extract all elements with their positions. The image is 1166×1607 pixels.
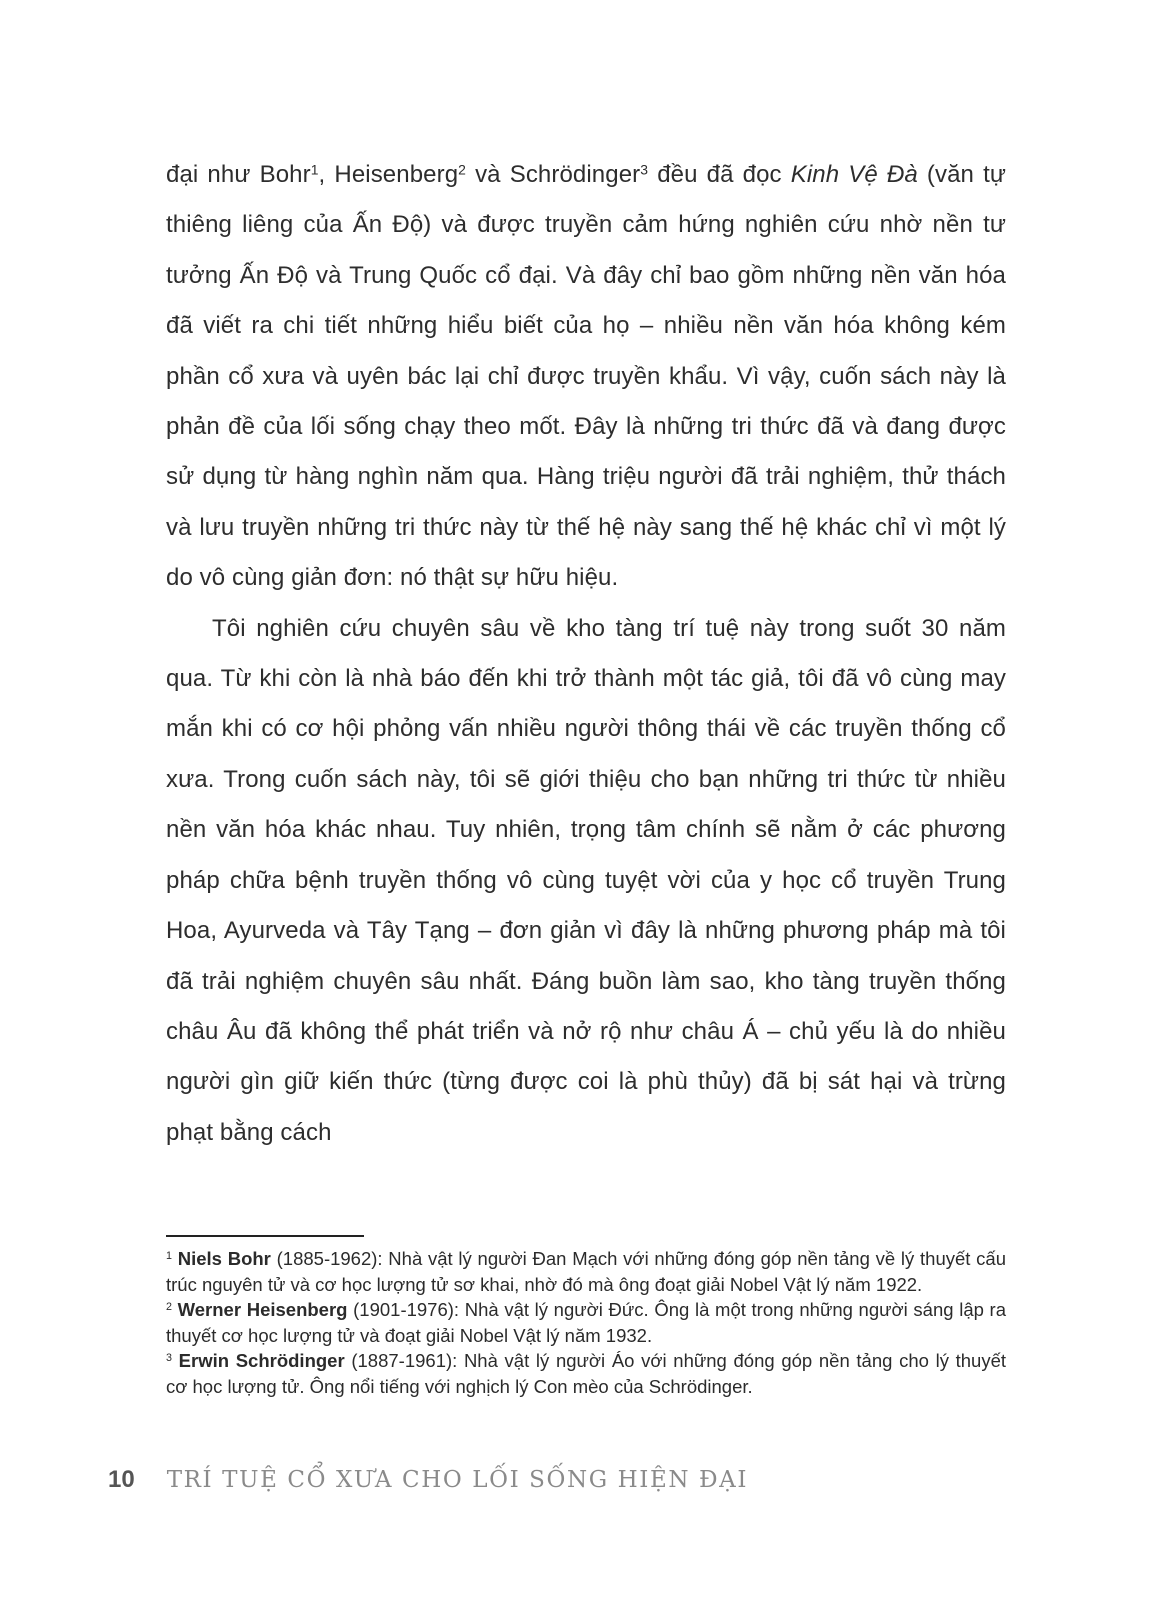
text-segment: đều đã đọc bbox=[648, 161, 791, 188]
text-segment: (văn tự thiêng liêng của Ấn Độ) và được truyền cảm hứng nghiên cứu nhờ nền tư tưởng Ấn Độ và Trung Quốc cổ đại. Và đây chỉ bao gồm những nền văn hóa đã viết ra chi tiết những hiểu biết của họ – nhiều nền văn hóa không kém phần cổ xưa và uyên bác lại chỉ được truyền khẩu. Vì vậy, cuốn sách này là phản đề của lối sống chạy theo mốt. Đây là những tri thức đã và đang được sử dụng từ hàng nghìn năm qua. Hàng triệu người đã trải nghiệm, thử thách và lưu truyền những tri thức này từ thế hệ này sang thế hệ khác chỉ vì một lý do vô cùng giản đơn: nó thật sự hữu hiệu. bbox=[166, 161, 1007, 592]
footnote-2 bbox=[166, 1297, 1006, 1348]
footnotes bbox=[166, 1246, 1006, 1399]
text-segment: đại như Bohr bbox=[166, 161, 311, 188]
footnote-marker: 1 bbox=[166, 1250, 172, 1263]
footnote-person-name: Werner Heisenberg bbox=[177, 1299, 348, 1320]
footnote-1 bbox=[166, 1246, 1006, 1297]
footnote-person-name: Erwin Schrödinger bbox=[178, 1350, 345, 1371]
body-text bbox=[166, 150, 1006, 1158]
italic-book-title: Kinh Vệ Đà bbox=[790, 161, 918, 188]
page-number: 10 bbox=[108, 1466, 135, 1493]
footnote-3 bbox=[166, 1348, 1006, 1399]
running-title: TRÍ TUỆ CỔ XƯA CHO LỐI SỐNG HIỆN ĐẠI bbox=[166, 1467, 749, 1493]
footnote-marker: 3 bbox=[166, 1352, 172, 1365]
footnote-ref-3: 3 bbox=[640, 161, 649, 178]
footnote-marker: 2 bbox=[166, 1301, 172, 1314]
text-segment: và Schrödinger bbox=[465, 161, 641, 188]
footnote-person-name: Niels Bohr bbox=[177, 1248, 271, 1269]
running-footer bbox=[108, 1466, 748, 1494]
footnote-ref-1: 1 bbox=[310, 161, 319, 178]
paragraph-1 bbox=[166, 150, 1006, 604]
footnote-text: (1901-1976): Nhà vật lý người Đức. Ông là một trong những người sáng lập ra thuyết cơ học lượng tử và đoạt giải Nobel Vật lý năm 1932. bbox=[166, 1299, 1007, 1346]
footnote-separator bbox=[166, 1235, 364, 1237]
footnote-text: (1887-1961): Nhà vật lý người Áo với những đóng góp nền tảng cho lý thuyết cơ học lượng tử. Ông nổi tiếng với nghịch lý Con mèo của Schrödinger. bbox=[166, 1350, 1007, 1397]
text-segment: , Heisenberg bbox=[318, 161, 459, 188]
text-segment: Tôi nghiên cứu chuyên sâu về kho tàng trí tuệ này trong suốt 30 năm qua. Từ khi còn là nhà báo đến khi trở thành một tác giả, tôi đã vô cùng may mắn khi có cơ hội phỏng vấn nhiều người thông thái về các truyền thống cổ xưa. Trong cuốn sách này, tôi sẽ giới thiệu cho bạn những tri thức từ nhiều nền văn hóa khác nhau. Tuy nhiên, trọng tâm chính sẽ nằm ở các phương pháp chữa bệnh truyền thống vô cùng tuyệt vời của y học cổ truyền Trung Hoa, Ayurveda và Tây Tạng – đơn giản vì đây là những phương pháp mà tôi đã trải nghiệm chuyên sâu nhất. Đáng buồn làm sao, kho tàng truyền thống châu Âu đã không thể phát triển và nở rộ như châu Á – chủ yếu là do nhiều người gìn giữ kiến thức (từng được coi là phù thủy) đã bị sát hại và trừng phạt bằng cách bbox=[166, 614, 1006, 1146]
footnote-ref-2: 2 bbox=[458, 161, 466, 178]
paragraph-2 bbox=[166, 604, 1006, 1158]
footnote-text: (1885-1962): Nhà vật lý người Đan Mạch với những đóng góp nền tảng về lý thuyết cấu trúc nguyên tử và cơ học lượng tử sơ khai, nhờ đó mà ông đoạt giải Nobel Vật lý năm 1922. bbox=[166, 1248, 1007, 1295]
